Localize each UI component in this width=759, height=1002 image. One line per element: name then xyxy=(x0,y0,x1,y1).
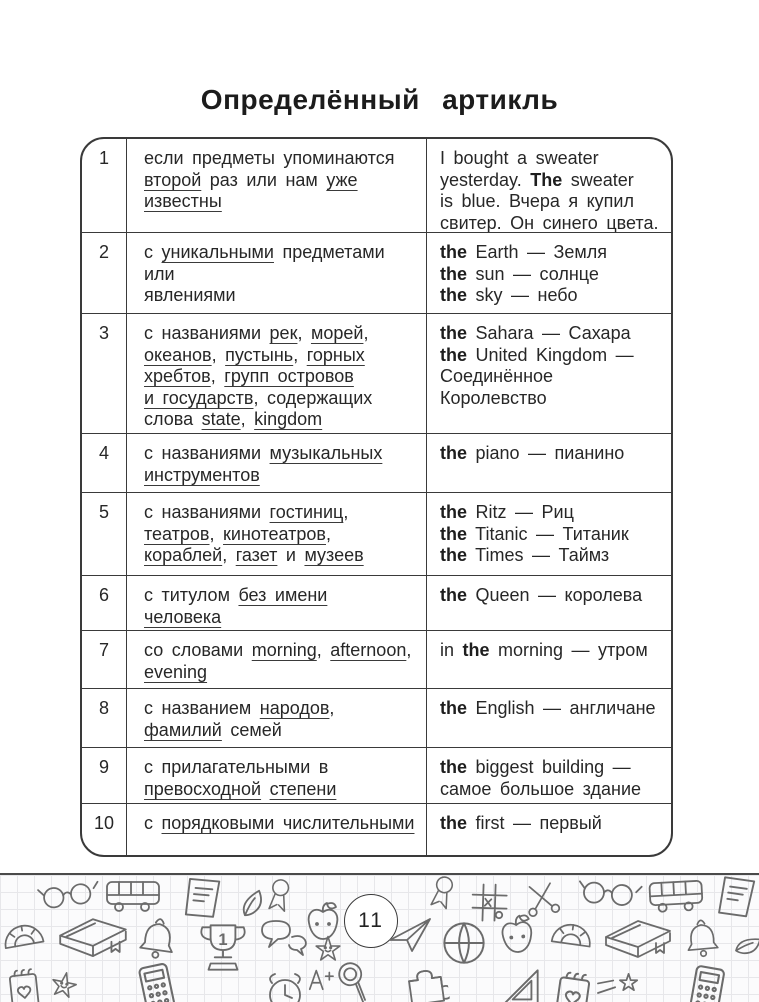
page-title: Определённый артикль xyxy=(0,84,759,116)
doodle-book-icon xyxy=(598,913,678,965)
row-3-rule: с названиями рек, морей, океанов, пустынь, горных хребтов, групп островов и государств, содержащих слова state, kingdom xyxy=(127,313,427,433)
doodle-calculator-icon xyxy=(680,959,735,1002)
row-5-number: 5 xyxy=(82,492,127,575)
row-6-rule: с титулом без имени человека xyxy=(127,575,427,630)
row-1-number: 1 xyxy=(82,139,127,232)
row-10-number: 10 xyxy=(82,803,127,855)
doodle-apple-icon xyxy=(495,910,539,957)
row-10-rule: с порядковыми числительными xyxy=(127,803,427,855)
doodle-glasses-icon xyxy=(36,877,101,912)
row-4-rule: с названиями музыкальных инструментов xyxy=(127,433,427,492)
row-8-rule: с названием народов, фамилий семей xyxy=(127,688,427,747)
doodle-award-ribbon-icon xyxy=(425,873,460,916)
doodle-protractor-icon xyxy=(0,918,48,952)
row-3-example: the Sahara — Сахара the United Kingdom — Соединённое Королевство xyxy=(427,313,671,433)
row-5-rule: с названиями гостиниц, театров, кинотеатров, кораблей, газет и музеев xyxy=(127,492,427,575)
doodle-set-square-icon xyxy=(496,962,546,1002)
row-7-example: in the morning — утром xyxy=(427,630,671,688)
row-2-rule: с уникальными предметами или явлениями xyxy=(127,232,427,313)
doodle-star-icon xyxy=(45,966,83,1002)
doodle-award-ribbon-icon xyxy=(263,876,295,918)
doodle-puzzle-icon xyxy=(401,964,450,1002)
doodle-notepad-icon xyxy=(4,965,44,1002)
row-4-example: the piano — пианино xyxy=(427,433,671,492)
doodle-book-icon xyxy=(52,911,134,964)
row-3-number: 3 xyxy=(82,313,127,433)
doodle-protractor-icon xyxy=(547,918,596,951)
row-6-number: 6 xyxy=(82,575,127,630)
doodle-glasses-icon xyxy=(577,876,643,909)
doodle-bus-icon xyxy=(103,878,163,912)
row-9-number: 9 xyxy=(82,747,127,803)
row-6-example: the Queen — королева xyxy=(427,575,671,630)
footer-doodle-band xyxy=(0,873,759,1002)
row-9-rule: с прилагательными в превосходной степени xyxy=(127,747,427,803)
doodle-basketball-icon xyxy=(440,919,488,967)
row-1-example: I bought a sweater yesterday. The sweater is blue. Вчера я купил свитер. Он синего цвета. xyxy=(427,139,671,232)
doodle-speech-bubbles-icon xyxy=(256,917,312,957)
row-7-number: 7 xyxy=(82,630,127,688)
grammar-table xyxy=(80,137,673,857)
doodle-paper-plane-icon xyxy=(386,913,434,955)
row-9-example: the biggest building — самое большое здание xyxy=(427,747,671,803)
svg-text:1: 1 xyxy=(218,930,227,949)
doodle-notepad-icon xyxy=(550,967,596,1002)
row-5-example: the Ritz — Риц the Titanic — Титаник the Times — Таймз xyxy=(427,492,671,575)
row-7-rule: со словами morning, afternoon, evening xyxy=(127,630,427,688)
doodle-leaf-icon xyxy=(729,926,759,964)
doodle-bus-icon xyxy=(645,876,707,913)
doodle-bell-icon xyxy=(129,907,188,966)
row-8-example: the English — англичане xyxy=(427,688,671,747)
doodle-bell-icon xyxy=(676,910,728,962)
doodle-alarm-clock-icon xyxy=(262,968,308,1002)
row-4-number: 4 xyxy=(82,433,127,492)
doodle-trophy-icon xyxy=(192,917,254,981)
row-2-number: 2 xyxy=(82,232,127,313)
row-1-rule: если предметы упоминаются второй раз или нам уже известны xyxy=(127,139,427,232)
page-number: 11 xyxy=(358,909,384,933)
doodle-shooting-star-icon xyxy=(596,970,642,999)
row-10-example: the first — первый xyxy=(427,803,671,855)
row-2-example: the Earth — Земля the sun — солнце the sky — небо xyxy=(427,232,671,313)
row-8-number: 8 xyxy=(82,688,127,747)
